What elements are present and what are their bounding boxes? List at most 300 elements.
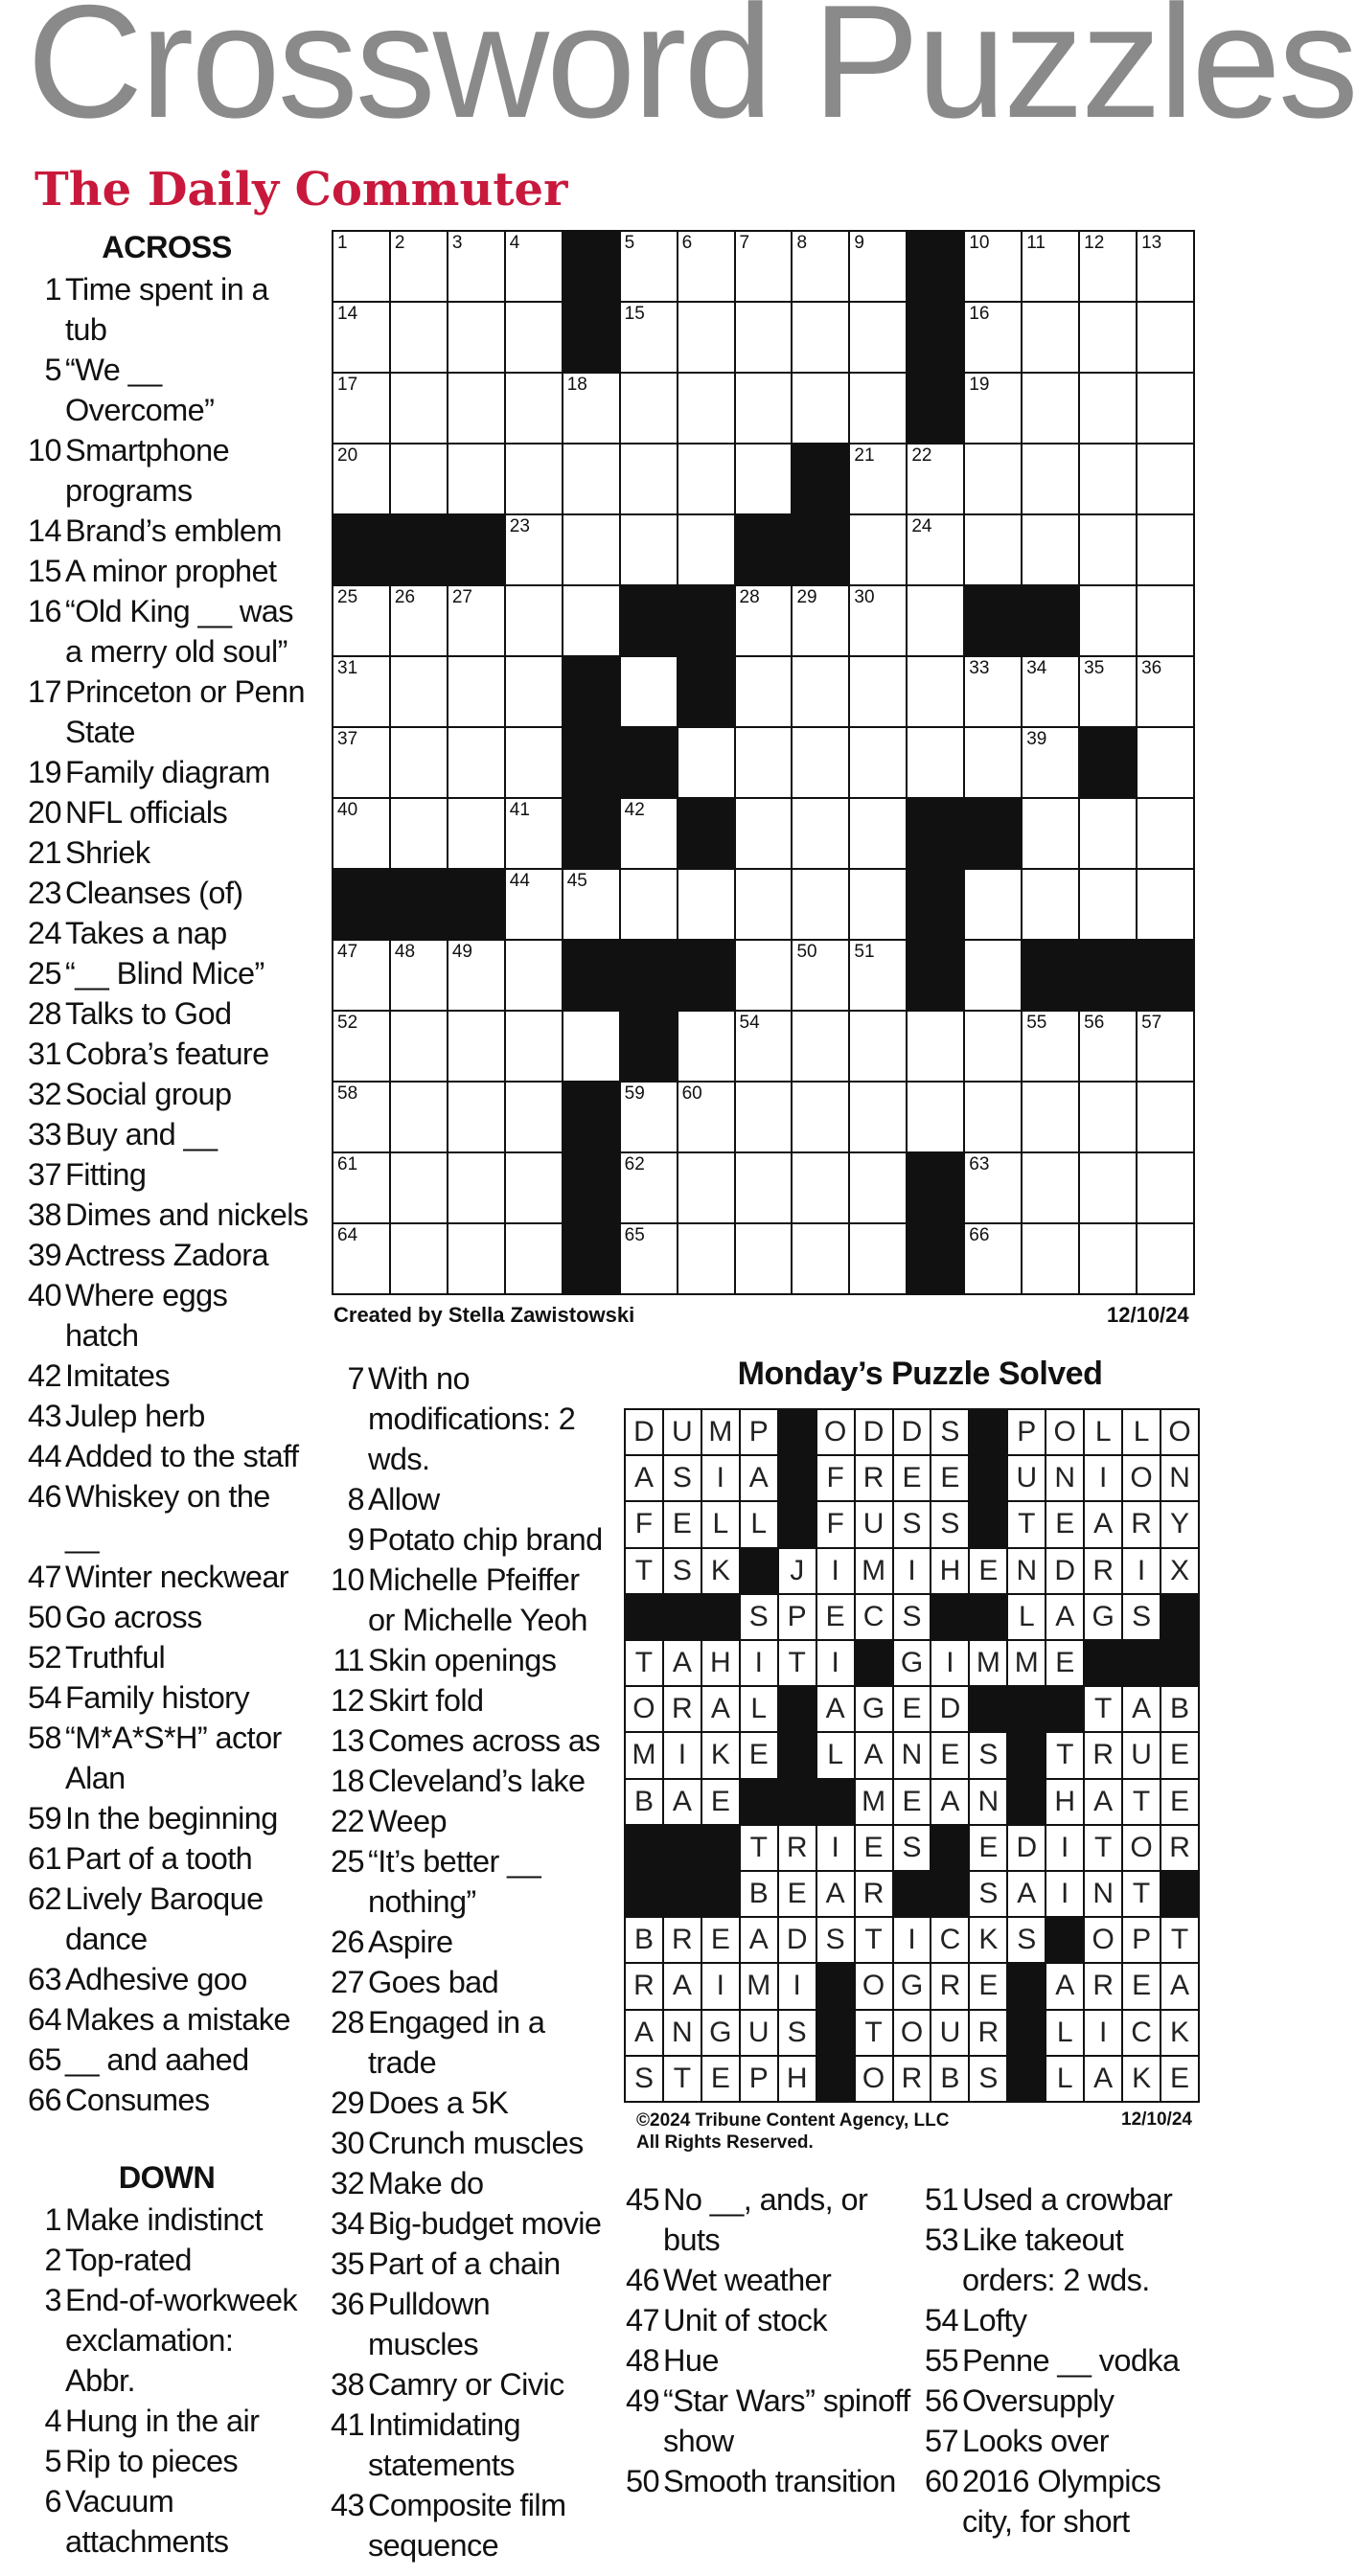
cell-number: 58 <box>337 1083 358 1104</box>
grid-cell[interactable] <box>333 799 389 868</box>
grid-cell[interactable] <box>1023 1012 1078 1081</box>
cell-number: 25 <box>337 587 358 607</box>
grid-cell[interactable] <box>506 870 562 939</box>
across-clue <box>25 1074 309 1114</box>
grid-cell[interactable] <box>965 870 1021 939</box>
cell-number: 51 <box>854 942 875 962</box>
grid-cell[interactable] <box>1080 799 1136 868</box>
grid-cell[interactable] <box>563 515 619 584</box>
grid-cell[interactable] <box>678 728 734 797</box>
grid-cell[interactable] <box>1138 1083 1193 1151</box>
down-clue <box>328 1922 606 1962</box>
grid-cell[interactable] <box>563 586 619 655</box>
grid-cell[interactable] <box>506 799 562 868</box>
cell-number: 65 <box>624 1225 645 1245</box>
black-square <box>678 799 734 868</box>
grid-cell[interactable] <box>793 374 848 443</box>
grid-cell[interactable] <box>1080 657 1136 726</box>
grid-cell[interactable] <box>391 1012 447 1081</box>
grid-cell[interactable] <box>908 586 963 655</box>
grid-cell[interactable] <box>333 941 389 1010</box>
grid-cell[interactable] <box>736 303 792 372</box>
grid-cell[interactable] <box>333 445 389 513</box>
across-clue <box>25 1677 309 1718</box>
grid-cell[interactable] <box>908 1012 963 1081</box>
grid-cell[interactable] <box>621 1083 677 1151</box>
across-clue <box>25 430 309 511</box>
clue-number: 10 <box>331 1562 364 1597</box>
grid-cell[interactable] <box>736 657 792 726</box>
solved-letter: A <box>741 1918 777 1962</box>
grid-cell[interactable] <box>448 1153 504 1222</box>
grid-cell[interactable] <box>736 1224 792 1293</box>
grid-cell[interactable] <box>391 657 447 726</box>
cell-number: 42 <box>624 800 645 820</box>
grid-cell[interactable] <box>506 941 562 1010</box>
cell-number: 21 <box>854 445 875 466</box>
clue-number: 6 <box>44 2484 61 2519</box>
grid-cell[interactable] <box>506 1224 562 1293</box>
cell-number: 24 <box>911 516 932 536</box>
grid-cell[interactable] <box>736 1012 792 1081</box>
grid-cell[interactable] <box>965 657 1021 726</box>
black-square <box>793 445 848 513</box>
grid-cell[interactable] <box>678 1224 734 1293</box>
down-clue <box>922 2421 1209 2461</box>
solved-letter: L <box>1046 2057 1083 2101</box>
solved-black-square <box>1085 1641 1121 1685</box>
clue-text: Oversupply <box>962 2383 1115 2418</box>
grid-cell[interactable] <box>333 303 389 372</box>
grid-cell[interactable] <box>678 374 734 443</box>
grid-cell[interactable] <box>678 1012 734 1081</box>
clue-text: Family history <box>65 1680 250 1715</box>
grid-cell[interactable] <box>1138 870 1193 939</box>
solved-letter: T <box>779 1641 816 1685</box>
black-square <box>448 870 504 939</box>
grid-cell[interactable] <box>391 941 447 1010</box>
grid-cell[interactable] <box>965 1224 1021 1293</box>
grid-cell[interactable] <box>1023 374 1078 443</box>
grid-cell[interactable] <box>678 1153 734 1222</box>
solved-letter: N <box>1161 1456 1198 1500</box>
grid-cell[interactable] <box>1138 657 1193 726</box>
solved-black-square <box>970 1410 1006 1454</box>
solved-black-square <box>779 1687 816 1731</box>
grid-cell[interactable] <box>965 374 1021 443</box>
grid-cell[interactable] <box>333 728 389 797</box>
solved-letter: O <box>1123 1826 1160 1870</box>
grid-cell[interactable] <box>736 445 792 513</box>
grid-cell[interactable] <box>448 1224 504 1293</box>
grid-cell[interactable] <box>850 657 906 726</box>
grid-cell[interactable] <box>736 232 792 301</box>
solved-letter: L <box>1008 1595 1045 1639</box>
down-clue <box>328 1680 606 1721</box>
cell-number: 57 <box>1141 1013 1162 1033</box>
grid-cell[interactable] <box>1080 1153 1136 1222</box>
grid-cell[interactable] <box>1023 1224 1078 1293</box>
solved-black-square <box>970 1595 1006 1639</box>
grid-cell[interactable] <box>850 586 906 655</box>
black-square <box>391 870 447 939</box>
clue-text: In the beginning <box>65 1801 278 1835</box>
grid-cell[interactable] <box>448 303 504 372</box>
grid-cell[interactable] <box>965 303 1021 372</box>
solved-letter: L <box>1085 1410 1121 1454</box>
grid-cell[interactable] <box>850 445 906 513</box>
grid-cell[interactable] <box>965 1153 1021 1222</box>
grid-cell[interactable] <box>965 515 1021 584</box>
solved-letter: K <box>702 1549 739 1593</box>
across-clue <box>25 2040 309 2080</box>
grid-cell[interactable] <box>793 941 848 1010</box>
clue-number: 39 <box>28 1238 61 1272</box>
grid-cell[interactable] <box>506 1153 562 1222</box>
cell-number: 6 <box>681 233 693 253</box>
clue-text: Part of a chain <box>368 2246 561 2281</box>
grid-cell[interactable] <box>391 799 447 868</box>
grid-cell[interactable] <box>506 728 562 797</box>
grid-cell[interactable] <box>448 1012 504 1081</box>
grid-cell[interactable] <box>1023 515 1078 584</box>
grid-cell[interactable] <box>908 1083 963 1151</box>
clue-number: 1 <box>44 272 61 307</box>
grid-cell[interactable] <box>1080 1012 1136 1081</box>
solved-letter: H <box>702 1641 739 1685</box>
grid-cell[interactable] <box>793 1083 848 1151</box>
clue-number: 36 <box>331 2287 364 2321</box>
cell-number: 7 <box>739 233 750 253</box>
solved-black-square <box>970 1502 1006 1546</box>
grid-cell[interactable] <box>448 1083 504 1151</box>
across-clue <box>25 1718 309 1798</box>
grid-cell[interactable] <box>850 728 906 797</box>
across-clue <box>25 913 309 953</box>
cell-number: 29 <box>796 587 817 607</box>
grid-cell[interactable] <box>621 870 677 939</box>
grid-cell[interactable] <box>793 728 848 797</box>
grid-cell[interactable] <box>1023 870 1078 939</box>
grid-cell[interactable] <box>1138 586 1193 655</box>
clue-number: 33 <box>28 1117 61 1151</box>
grid-cell[interactable] <box>850 1012 906 1081</box>
grid-cell[interactable] <box>1023 232 1078 301</box>
grid-cell[interactable] <box>1138 232 1193 301</box>
grid-cell[interactable] <box>965 1012 1021 1081</box>
solved-black-square <box>931 1872 968 1916</box>
grid-cell[interactable] <box>908 515 963 584</box>
grid-cell[interactable] <box>1138 728 1193 797</box>
grid-cell[interactable] <box>448 657 504 726</box>
grid-cell[interactable] <box>1138 445 1193 513</box>
solved-title: Monday’s Puzzle Solved <box>737 1356 1103 1392</box>
down-clue <box>328 2405 606 2485</box>
grid-cell[interactable] <box>736 1083 792 1151</box>
grid-cell[interactable] <box>793 232 848 301</box>
grid-cell[interactable] <box>1080 374 1136 443</box>
solved-letter: D <box>1008 1826 1045 1870</box>
grid-cell[interactable] <box>850 232 906 301</box>
grid-cell[interactable] <box>621 303 677 372</box>
black-square <box>908 1224 963 1293</box>
clue-text: 2016 Olympics city, for short <box>962 2464 1161 2539</box>
grid-cell[interactable] <box>621 1153 677 1222</box>
grid-cell[interactable] <box>678 232 734 301</box>
grid-cell[interactable] <box>793 799 848 868</box>
clue-number: 65 <box>28 2042 61 2077</box>
clue-text: __ and aahed <box>65 2042 249 2077</box>
clue-text: Buy and __ <box>65 1117 218 1151</box>
solved-black-square <box>779 1410 816 1454</box>
solved-letter: B <box>1161 1687 1198 1731</box>
grid-cell[interactable] <box>736 941 792 1010</box>
grid-cell[interactable] <box>333 1153 389 1222</box>
grid-cell[interactable] <box>736 586 792 655</box>
grid-cell[interactable] <box>506 1083 562 1151</box>
grid-cell[interactable] <box>850 941 906 1010</box>
grid-cell[interactable] <box>391 445 447 513</box>
grid-cell[interactable] <box>506 374 562 443</box>
grid-cell[interactable] <box>1080 586 1136 655</box>
grid-cell[interactable] <box>391 1224 447 1293</box>
black-square <box>563 1083 619 1151</box>
down-clues-col3 <box>623 2179 910 2501</box>
solved-letter: E <box>856 1826 892 1870</box>
grid-cell[interactable] <box>850 870 906 939</box>
black-square <box>563 728 619 797</box>
grid-cell[interactable] <box>448 374 504 443</box>
solved-letter: H <box>779 2057 816 2101</box>
solved-letter: E <box>970 1549 1006 1593</box>
copyright-line1: ©2024 Tribune Content Agency, LLC <box>636 2110 950 2131</box>
grid-cell[interactable] <box>563 870 619 939</box>
grid-cell[interactable] <box>448 799 504 868</box>
grid-cell[interactable] <box>563 445 619 513</box>
grid-cell[interactable] <box>850 799 906 868</box>
grid-cell[interactable] <box>965 1083 1021 1151</box>
black-square <box>333 870 389 939</box>
crossword-grid[interactable] <box>332 230 1195 1295</box>
grid-cell[interactable] <box>391 1083 447 1151</box>
grid-cell[interactable] <box>1138 374 1193 443</box>
grid-cell[interactable] <box>1023 799 1078 868</box>
grid-cell[interactable] <box>793 303 848 372</box>
grid-cell[interactable] <box>621 657 677 726</box>
cell-number: 48 <box>394 942 416 962</box>
clue-number: 14 <box>28 513 61 548</box>
down-clue <box>328 1358 606 1479</box>
grid-cell[interactable] <box>391 232 447 301</box>
grid-cell[interactable] <box>506 586 562 655</box>
grid-cell[interactable] <box>1023 728 1078 797</box>
solved-letter: R <box>894 2057 931 2101</box>
solved-grid <box>624 1408 1200 2103</box>
solved-letter: T <box>856 1918 892 1962</box>
grid-cell[interactable] <box>448 445 504 513</box>
down-clue <box>328 2203 606 2244</box>
grid-cell[interactable] <box>678 1083 734 1151</box>
cell-number: 61 <box>337 1154 358 1174</box>
grid-cell[interactable] <box>506 1012 562 1081</box>
grid-cell[interactable] <box>1138 799 1193 868</box>
clue-text: Truthful <box>65 1640 166 1675</box>
clue-text: Does a 5K <box>368 2086 509 2120</box>
clue-number: 54 <box>28 1680 61 1715</box>
grid-cell[interactable] <box>965 941 1021 1010</box>
grid-cell[interactable] <box>850 303 906 372</box>
down-clue <box>328 1479 606 1519</box>
grid-cell[interactable] <box>621 445 677 513</box>
grid-cell[interactable] <box>506 232 562 301</box>
grid-cell[interactable] <box>333 1012 389 1081</box>
clue-text: Smartphone programs <box>65 433 230 508</box>
grid-cell[interactable] <box>1023 1153 1078 1222</box>
solved-letter: O <box>856 1964 892 2008</box>
grid-cell[interactable] <box>850 1153 906 1222</box>
across-clue <box>25 1879 309 1959</box>
grid-cell[interactable] <box>1023 303 1078 372</box>
grid-cell[interactable] <box>850 1224 906 1293</box>
grid-cell[interactable] <box>793 657 848 726</box>
grid-cell[interactable] <box>678 870 734 939</box>
grid-cell[interactable] <box>1080 1224 1136 1293</box>
grid-cell[interactable] <box>1138 1224 1193 1293</box>
solved-letter: P <box>779 1595 816 1639</box>
grid-cell[interactable] <box>391 586 447 655</box>
black-square <box>621 1012 677 1081</box>
clue-text: Aspire <box>368 1925 453 1959</box>
grid-cell[interactable] <box>563 1012 619 1081</box>
grid-cell[interactable] <box>793 1153 848 1222</box>
grid-cell[interactable] <box>448 941 504 1010</box>
grid-cell[interactable] <box>621 374 677 443</box>
solved-letter: A <box>1008 1872 1045 1916</box>
grid-cell[interactable] <box>736 374 792 443</box>
solved-letter: E <box>779 1872 816 1916</box>
grid-cell[interactable] <box>793 1224 848 1293</box>
grid-cell[interactable] <box>1138 1153 1193 1222</box>
grid-cell[interactable] <box>333 232 389 301</box>
grid-cell[interactable] <box>563 374 619 443</box>
grid-cell[interactable] <box>448 232 504 301</box>
grid-cell[interactable] <box>793 870 848 939</box>
grid-cell[interactable] <box>1080 1083 1136 1151</box>
clue-text: Like takeout orders: 2 wds. <box>962 2223 1150 2297</box>
solved-black-square <box>1161 1872 1198 1916</box>
grid-cell[interactable] <box>736 1153 792 1222</box>
grid-cell[interactable] <box>1138 1012 1193 1081</box>
clue-text: Comes across as <box>368 1723 601 1758</box>
grid-cell[interactable] <box>506 657 562 726</box>
grid-cell[interactable] <box>965 232 1021 301</box>
grid-cell[interactable] <box>678 515 734 584</box>
grid-cell[interactable] <box>965 445 1021 513</box>
grid-cell[interactable] <box>1080 515 1136 584</box>
grid-cell[interactable] <box>391 374 447 443</box>
grid-cell[interactable] <box>391 303 447 372</box>
solved-letter: T <box>856 2011 892 2055</box>
grid-cell[interactable] <box>1138 515 1193 584</box>
grid-cell[interactable] <box>621 515 677 584</box>
solved-letter: D <box>894 1410 931 1454</box>
grid-cell[interactable] <box>908 445 963 513</box>
cell-number: 8 <box>796 233 808 253</box>
black-square <box>908 870 963 939</box>
grid-cell[interactable] <box>850 374 906 443</box>
solved-letter: E <box>1161 1780 1198 1824</box>
grid-cell[interactable] <box>506 515 562 584</box>
grid-cell[interactable] <box>1080 232 1136 301</box>
down-clue <box>623 2260 910 2300</box>
grid-cell[interactable] <box>908 657 963 726</box>
solved-letter: N <box>894 1733 931 1777</box>
grid-cell[interactable] <box>333 1224 389 1293</box>
grid-cell[interactable] <box>333 374 389 443</box>
grid-cell[interactable] <box>448 586 504 655</box>
solved-letter: A <box>856 1733 892 1777</box>
clue-number: 10 <box>28 433 61 467</box>
grid-cell[interactable] <box>506 303 562 372</box>
grid-cell[interactable] <box>908 728 963 797</box>
grid-cell[interactable] <box>333 657 389 726</box>
grid-cell[interactable] <box>621 1224 677 1293</box>
solved-black-square <box>664 1872 701 1916</box>
grid-cell[interactable] <box>850 1083 906 1151</box>
solved-letter: T <box>1085 1826 1121 1870</box>
grid-cell[interactable] <box>621 232 677 301</box>
cell-number: 33 <box>969 658 990 678</box>
grid-cell[interactable] <box>333 586 389 655</box>
grid-cell[interactable] <box>850 515 906 584</box>
clue-number: 47 <box>626 2303 659 2337</box>
solved-letter: I <box>1123 1549 1160 1593</box>
cell-number: 20 <box>337 445 358 466</box>
grid-cell[interactable] <box>736 799 792 868</box>
across-clue <box>25 1275 309 1356</box>
across-clue <box>25 350 309 430</box>
grid-cell[interactable] <box>333 1083 389 1151</box>
grid-cell[interactable] <box>793 586 848 655</box>
grid-cell[interactable] <box>448 728 504 797</box>
clue-text: End-of-workweek exclamation: Abbr. <box>65 2283 298 2398</box>
solved-letter: U <box>1123 1733 1160 1777</box>
clue-number: 38 <box>28 1197 61 1232</box>
black-square <box>563 232 619 301</box>
grid-cell[interactable] <box>793 1012 848 1081</box>
grid-cell[interactable] <box>736 728 792 797</box>
grid-cell[interactable] <box>1023 657 1078 726</box>
grid-cell[interactable] <box>621 799 677 868</box>
clue-number: 3 <box>44 2283 61 2317</box>
grid-cell[interactable] <box>736 870 792 939</box>
grid-cell[interactable] <box>678 303 734 372</box>
solved-letter: T <box>626 1641 662 1685</box>
grid-cell[interactable] <box>391 1153 447 1222</box>
grid-cell[interactable] <box>506 445 562 513</box>
grid-cell[interactable] <box>1080 870 1136 939</box>
grid-cell[interactable] <box>1138 303 1193 372</box>
grid-cell[interactable] <box>391 728 447 797</box>
grid-cell[interactable] <box>1080 445 1136 513</box>
grid-cell[interactable] <box>965 728 1021 797</box>
grid-cell[interactable] <box>678 445 734 513</box>
solved-letter: M <box>1008 1641 1045 1685</box>
grid-cell[interactable] <box>1023 1083 1078 1151</box>
grid-cell[interactable] <box>1080 303 1136 372</box>
grid-cell[interactable] <box>1023 445 1078 513</box>
clue-number: 2 <box>44 2243 61 2277</box>
